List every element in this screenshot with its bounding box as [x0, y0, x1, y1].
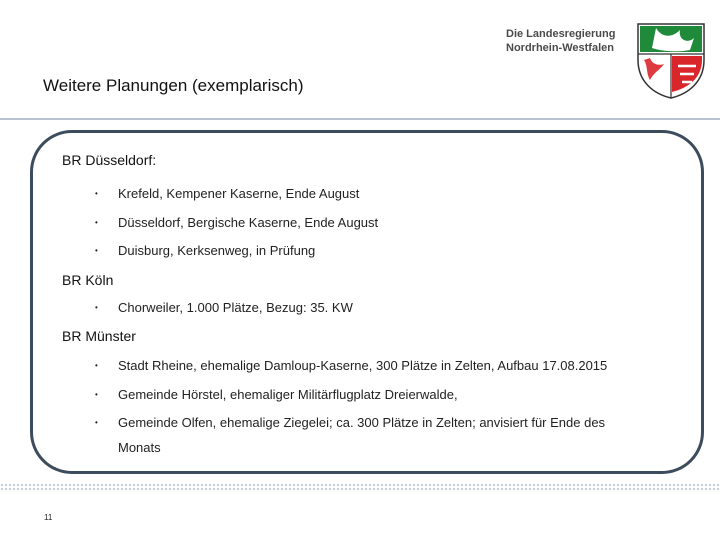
list-item — [95, 243, 315, 258]
section-heading-muenster: BR Münster — [62, 328, 136, 344]
list-item-text: Düsseldorf, Bergische Kaserne, Ende August — [118, 215, 379, 230]
list-item-text: Chorweiler, 1.000 Plätze, Bezug: 35. KW — [118, 300, 353, 315]
title-divider — [0, 118, 720, 120]
list-item — [95, 300, 353, 315]
bullet-icon: • — [95, 361, 98, 370]
bullet-icon: • — [95, 303, 98, 312]
bullet-icon: • — [95, 390, 98, 399]
list-item-text: Krefeld, Kempener Kaserne, Ende August — [118, 186, 360, 201]
list-item-continuation: Monats — [118, 440, 161, 455]
bullet-icon: • — [95, 218, 98, 227]
section-heading-duesseldorf: BR Düsseldorf: — [62, 152, 157, 168]
bullet-icon: • — [95, 418, 98, 427]
list-item — [95, 415, 605, 430]
list-item — [95, 186, 359, 201]
logo-line-1: Die Landesregierung — [506, 28, 616, 40]
logo-line-2: Nordrhein-Westfalen — [506, 42, 614, 54]
bullet-icon: • — [95, 189, 98, 198]
page-title: Weitere Planungen (exemplarisch) — [43, 76, 304, 95]
page-number: 11 — [44, 513, 53, 522]
list-item — [95, 387, 458, 402]
list-item-text: Duisburg, Kerksenweg, in Prüfung — [118, 243, 316, 258]
list-item-text: Gemeinde Olfen, ehemalige Ziegelei; ca. 300 Plätze in Zelten; anvisiert für Ende des — [118, 415, 606, 430]
list-item-text: Gemeinde Hörstel, ehemaliger Militärflugplatz Dreierwalde, — [118, 387, 458, 402]
nrw-crest-icon — [634, 20, 708, 100]
section-heading-koeln: BR Köln — [62, 272, 114, 288]
footer-divider — [0, 483, 720, 492]
list-item-text: Stadt Rheine, ehemalige Damloup-Kaserne, 300 Plätze in Zelten, Aufbau 17.08.2015 — [118, 358, 608, 373]
logo-text — [506, 27, 615, 55]
list-item — [95, 215, 378, 230]
bullet-icon: • — [95, 246, 98, 255]
list-item — [95, 358, 607, 373]
